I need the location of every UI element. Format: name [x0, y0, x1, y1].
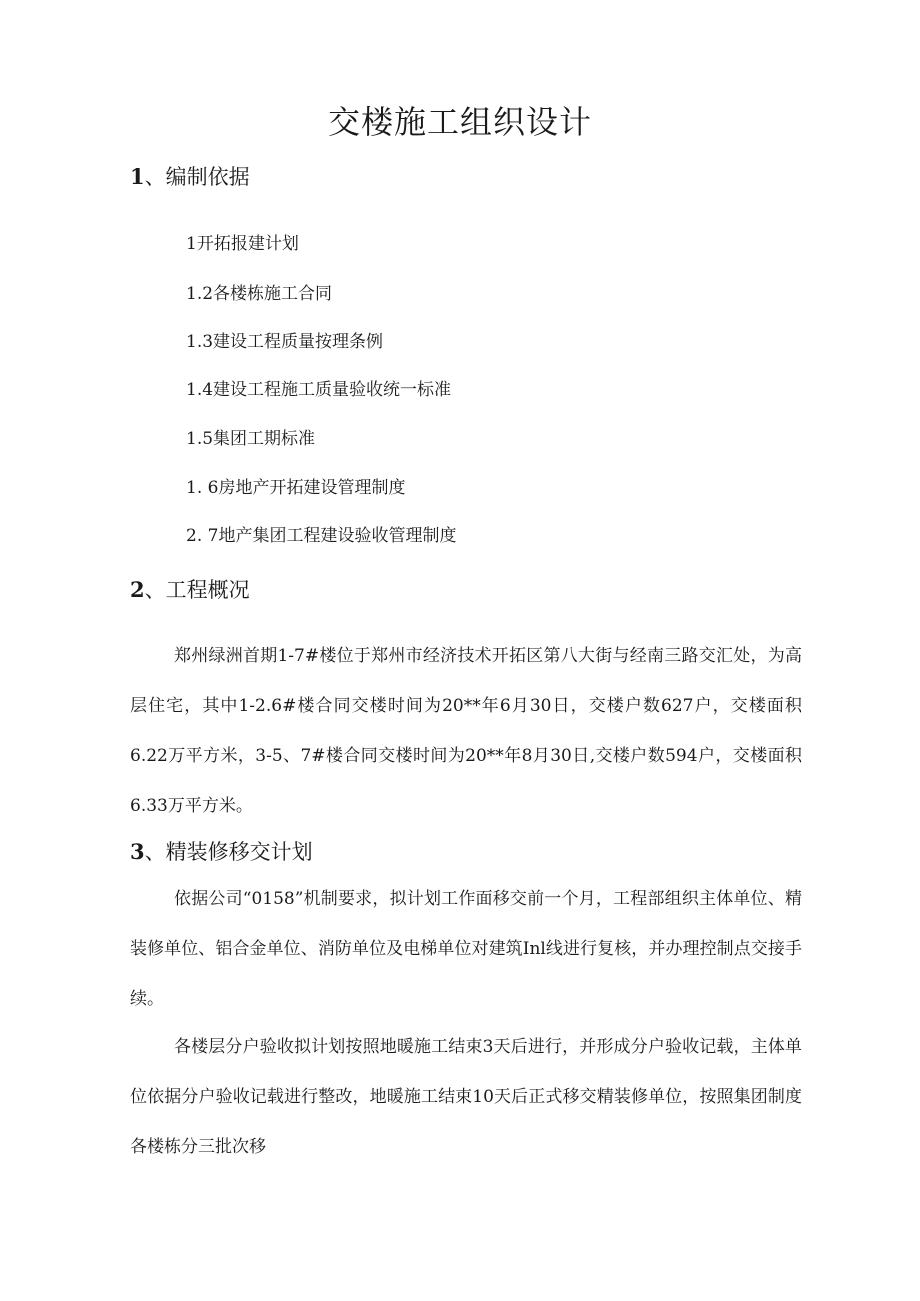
section-heading-3	[130, 837, 313, 867]
list-item: 1.5集团工期标准	[186, 429, 316, 449]
section-number: 3	[130, 839, 145, 864]
section-title: 编制依据	[165, 165, 250, 189]
list-item: 1.4建设工程施工质量验收统一标准	[186, 380, 452, 400]
overview-paragraph: 郑州绿洲首期1-7#楼位于郑州市经济技术开拓区第八大街与经南三路交汇处，为高层住宅，其中1-2.6#楼合同交楼时间为20**年6月30日，交楼户数627户，交楼面积6.22万平方米，3-5、7#楼合同交楼时间为20**年8月30日,交楼户数594户，交楼面积6.33万平方米。	[130, 646, 802, 816]
section-title: 工程概况	[165, 578, 250, 602]
list-item: 1开拓报建计划	[186, 234, 299, 254]
list-item: 2. 7地产集团工程建设验收管理制度	[186, 526, 457, 546]
section-title: 精装修移交计划	[165, 840, 313, 864]
handover-paragraph-2: 各楼层分户验收拟计划按照地暖施工结束3天后进行，并形成分户验收记载，主体单位依据分户验收记载进行整改，地暖施工结束10天后正式移交精装修单位，按照集团制度各楼栋分三批次移	[130, 1037, 802, 1157]
section-separator: 、	[144, 165, 166, 189]
list-item: 1. 6房地产开拓建设管理制度	[186, 478, 406, 498]
section-separator: 、	[144, 578, 166, 602]
list-item: 1.3建设工程质量按理条例	[186, 332, 384, 352]
list-item: 1.2各楼栋施工合同	[186, 284, 333, 304]
section-separator: 、	[144, 840, 166, 864]
section-heading-2	[130, 575, 250, 605]
page-title: 交楼施工组织设计	[327, 103, 592, 141]
section-heading-1	[130, 162, 250, 192]
section-number: 2	[130, 577, 145, 602]
section-number: 1	[130, 164, 145, 189]
handover-paragraph-1: 依据公司“0158”机制要求，拟计划工作面移交前一个月，工程部组织主体单位、精装修单位、铝合金单位、消防单位及电梯单位对建筑Inl线进行复核，并办理控制点交接手续。	[130, 889, 802, 1009]
